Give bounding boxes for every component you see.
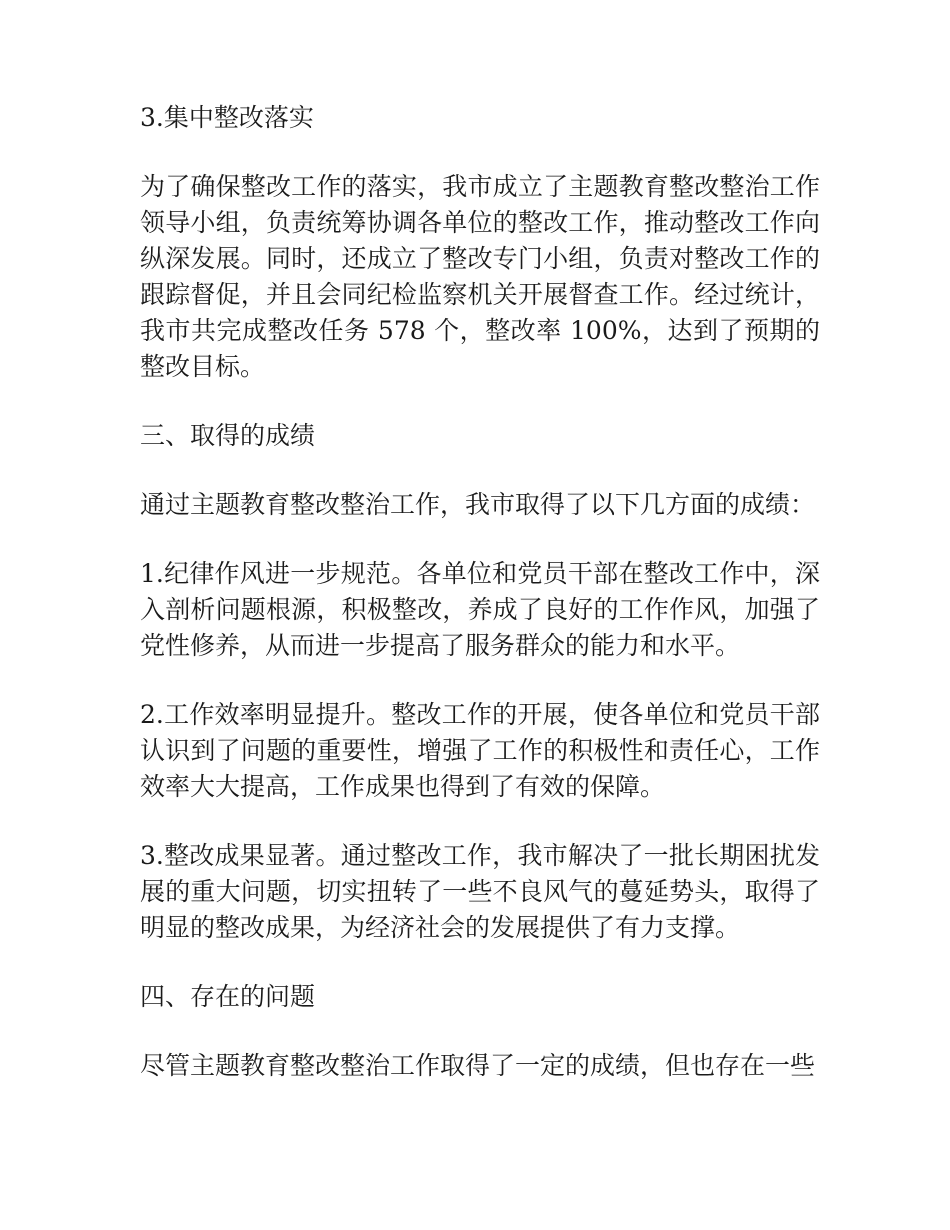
- paragraph-achievements-intro: 通过主题教育整改整治工作，我市取得了以下几方面的成绩：: [140, 490, 816, 519]
- paragraph-achievement-results: 3.整改成果显著。通过整改工作，我市解决了一批长期困扰发展的重大问题，切实扭转了一些不良风气的蔓延势头，取得了明显的整改成果，为经济社会的发展提供了有力支撑。: [140, 841, 820, 942]
- paragraph-rectification-implementation: 为了确保整改工作的落实，我市成立了主题教育整改整治工作领导小组，负责统筹协调各单位的整改工作，推动整改工作向纵深发展。同时，还成立了整改专门小组，负责对整改工作的跟踪督促，并且会同纪检监察机关开展督查工作。经过统计，我市共完成整改任务 578 个，整改率 100%，达到了预期的整改目标。: [140, 172, 820, 381]
- section-heading-existing-problems: 四、存在的问题: [140, 982, 316, 1011]
- paragraph-existing-problems: 尽管主题教育整改整治工作取得了一定的成绩，但也存在一些: [140, 1051, 816, 1080]
- section-heading-concentrated-rectification: 3.集中整改落实: [140, 103, 314, 132]
- section-heading-achievements: 三、取得的成绩: [140, 421, 316, 450]
- document-body: [140, 100, 820, 1117]
- paragraph-achievement-discipline: 1.纪律作风进一步规范。各单位和党员干部在整改工作中，深入剖析问题根源，积极整改，养成了良好的工作作风，加强了党性修养，从而进一步提高了服务群众的能力和水平。: [140, 559, 820, 660]
- paragraph-achievement-efficiency: 2.工作效率明显提升。整改工作的开展，使各单位和党员干部认识到了问题的重要性，增强了工作的积极性和责任心，工作效率大大提高，工作成果也得到了有效的保障。: [140, 700, 820, 801]
